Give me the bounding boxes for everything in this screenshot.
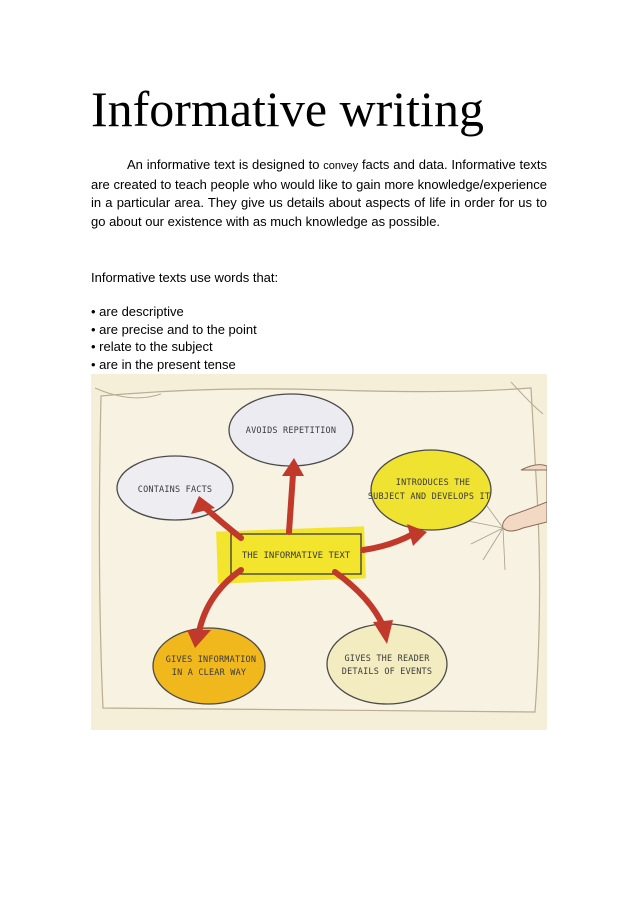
bubble-right bbox=[371, 450, 491, 530]
bubble-top-label: AVOIDS REPETITION bbox=[245, 426, 337, 436]
bubble-left-label: CONTAINS FACTS bbox=[137, 485, 213, 495]
mind-map-illustration bbox=[91, 374, 547, 730]
list-item: • are precise and to the point bbox=[91, 321, 257, 339]
bubble-bottom-left bbox=[153, 628, 265, 704]
bubble-bottom-right-label-1: GIVES THE READER bbox=[344, 654, 430, 664]
bubble-right-label-2: SUBJECT AND DEVELOPS IT bbox=[367, 492, 491, 502]
list-item: • are descriptive bbox=[91, 303, 257, 321]
bullet-list bbox=[91, 303, 257, 373]
list-item: • relate to the subject bbox=[91, 338, 257, 356]
bubble-bottom-left-label-2: IN A CLEAR WAY bbox=[171, 668, 247, 678]
intro-paragraph bbox=[91, 156, 547, 231]
list-item: • are in the present tense bbox=[91, 356, 257, 374]
bubble-right-label-1: INTRODUCES THE bbox=[395, 478, 471, 488]
bubble-bottom-left-label-1: GIVES INFORMATION bbox=[165, 655, 257, 665]
center-box-label: THE INFORMATIVE TEXT bbox=[241, 551, 351, 561]
intro-text-start: An informative text is designed to bbox=[127, 157, 324, 172]
list-lead: Informative texts use words that: bbox=[91, 270, 279, 285]
mind-map-svg bbox=[91, 374, 547, 730]
arrow-top bbox=[289, 474, 293, 532]
intro-small-word: convey bbox=[323, 160, 359, 172]
page-title: Informative writing bbox=[91, 81, 484, 137]
bubble-bottom-right-label-2: DETAILS OF EVENTS bbox=[341, 667, 433, 677]
intro-text-end: facts and data. Informative texts are created to teach people who would like to gain more knowledge/experience in a particular area. They give us details about aspects of life in order for us to go about our existence with as much knowledge as possible. bbox=[91, 157, 547, 229]
